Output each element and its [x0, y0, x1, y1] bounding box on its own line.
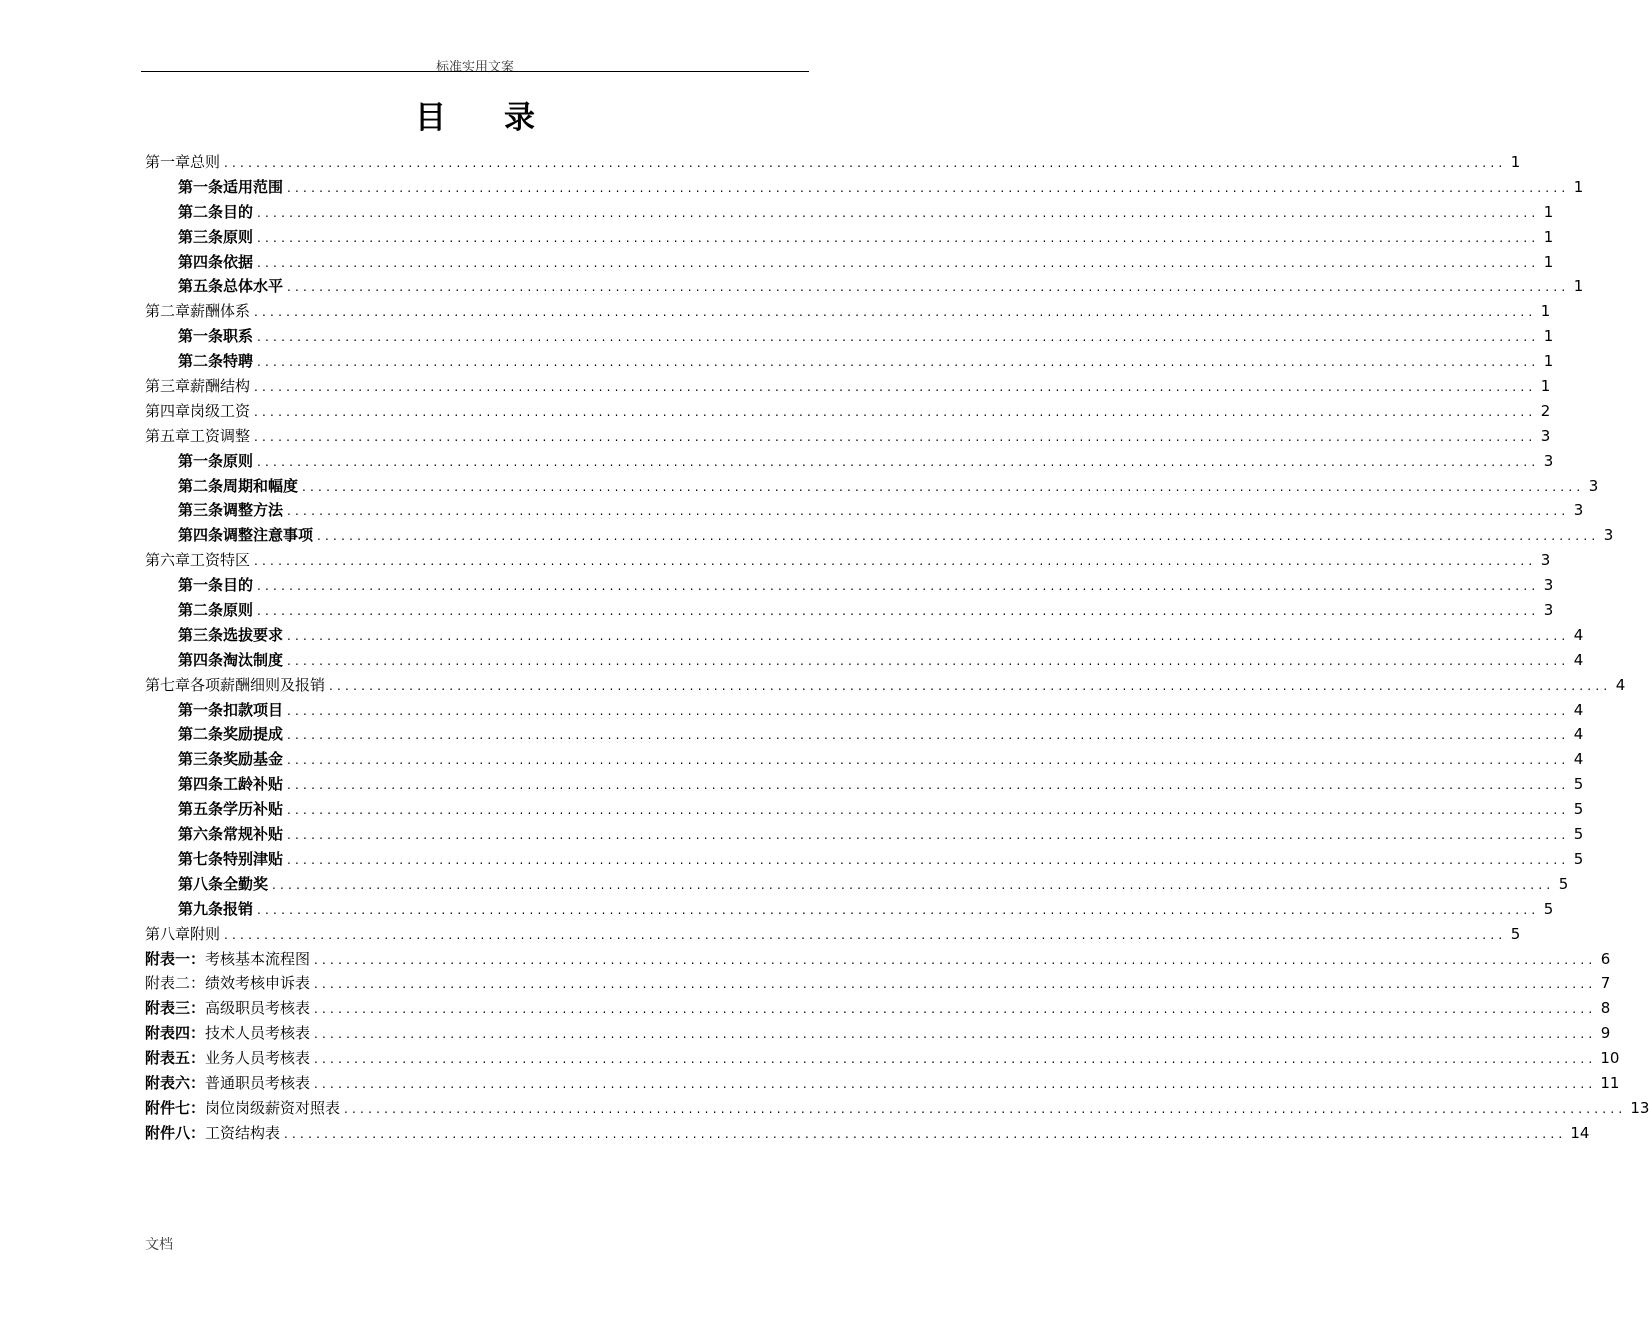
- toc-entry-number: 第二条: [178, 202, 224, 221]
- toc-entry-page: 2: [1540, 401, 1551, 420]
- toc-entry-label: 奖励基金: [223, 750, 284, 769]
- toc-entry[interactable]: [145, 175, 1584, 200]
- toc-entry-page: 3: [1540, 551, 1551, 570]
- toc-entry[interactable]: [145, 548, 1551, 573]
- toc-entry-label: 调整方法: [223, 501, 284, 520]
- toc-entry-label: 普通职员考核表: [205, 1073, 311, 1092]
- toc-entry-label: 业务人员考核表: [205, 1049, 311, 1068]
- toc-title-part2: 录: [504, 100, 535, 136]
- toc-entry-page: 4: [1573, 625, 1584, 644]
- toc-entry-number: 第四条: [178, 252, 224, 271]
- toc-entry[interactable]: [145, 971, 1611, 996]
- toc-leader-dots: ................................................................................................................................................................: [257, 604, 1540, 619]
- toc-entry-number: 第三章: [145, 377, 191, 396]
- toc-entry-label: 依据: [223, 252, 254, 271]
- toc-entry-number: 第四条: [178, 650, 224, 669]
- toc-entry-number: 第二条: [178, 476, 224, 495]
- toc-leader-dots: ................................................................................................................................................................: [224, 927, 1507, 942]
- toc-entry[interactable]: [145, 324, 1554, 349]
- toc-entry-page: 5: [1558, 874, 1569, 893]
- toc-entry[interactable]: [145, 474, 1599, 499]
- toc-leader-dots: ................................................................................................................................................................: [287, 778, 1570, 793]
- toc-entry-label: 绩效考核申诉表: [205, 974, 311, 993]
- toc-entry-number: 第二条: [178, 601, 224, 620]
- toc-title-part1: 目: [415, 100, 446, 136]
- toc-entry-label: 目的: [223, 576, 254, 595]
- toc-leader-dots: ................................................................................................................................................................: [287, 653, 1570, 668]
- toc-leader-dots: ................................................................................................................................................................: [257, 205, 1540, 220]
- toc-entry-page: 5: [1573, 800, 1584, 819]
- toc-entry-label: 工资结构表: [205, 1123, 281, 1142]
- toc-entry-number: 附表五：: [145, 1049, 206, 1068]
- toc-entry-page: 1: [1543, 202, 1554, 221]
- toc-leader-dots: ................................................................................................................................................................: [287, 280, 1570, 295]
- toc-entry-label: 原则: [223, 601, 254, 620]
- toc-entry-number: 第一条: [178, 327, 224, 346]
- toc-entry-label: 高级职员考核表: [205, 999, 311, 1018]
- toc-leader-dots: ................................................................................................................................................................: [257, 255, 1540, 270]
- toc-entry-label: 选拔要求: [223, 625, 284, 644]
- toc-entry-number: 第六条: [178, 825, 224, 844]
- toc-entry-label: 原则: [223, 451, 254, 470]
- toc-entry-page: 4: [1573, 725, 1584, 744]
- toc-entry[interactable]: [145, 598, 1554, 623]
- toc-entry[interactable]: [145, 772, 1584, 797]
- toc-leader-dots: ................................................................................................................................................................: [329, 678, 1612, 693]
- toc-entry-number: 第三条: [178, 501, 224, 520]
- toc-entry[interactable]: [145, 523, 1614, 548]
- toc-leader-dots: ................................................................................................................................................................: [287, 504, 1570, 519]
- toc-entry-number: 附表二：: [145, 974, 206, 993]
- toc-entry-label: 工资特区: [190, 551, 251, 570]
- toc-entry[interactable]: [145, 872, 1569, 897]
- toc-entry-number: 第一条: [178, 451, 224, 470]
- toc-entry-number: 第一条: [178, 700, 224, 719]
- toc-entry-number: 第一条: [178, 576, 224, 595]
- toc-entry-label: 特聘: [223, 352, 254, 371]
- toc-entry-number: 附表四：: [145, 1024, 206, 1043]
- toc-entry[interactable]: [145, 922, 1521, 947]
- toc-leader-dots: ................................................................................................................................................................: [254, 429, 1537, 444]
- toc-entry-page: 4: [1615, 675, 1626, 694]
- toc-entry-number: 第九条: [178, 899, 224, 918]
- toc-entry-number: 附表一：: [145, 949, 206, 968]
- toc-entry-page: 4: [1573, 700, 1584, 719]
- toc-entry[interactable]: [145, 747, 1584, 772]
- toc-entry-number: 附件七：: [145, 1098, 206, 1117]
- toc-entry[interactable]: [145, 1121, 1590, 1146]
- toc-entry-page: 5: [1543, 899, 1554, 918]
- toc-entry[interactable]: [145, 250, 1554, 275]
- toc-entry-page: 8: [1600, 999, 1611, 1018]
- toc-entry-page: 4: [1573, 750, 1584, 769]
- toc-leader-dots: ................................................................................................................................................................: [257, 902, 1540, 917]
- toc-entry-number: 第四条: [178, 775, 224, 794]
- toc-entry-page: 10: [1600, 1049, 1620, 1068]
- toc-leader-dots: ................................................................................................................................................................: [257, 355, 1540, 370]
- page-footer: 文档: [145, 1237, 173, 1253]
- toc-entry-page: 5: [1573, 825, 1584, 844]
- toc-entry-label: 薪酬体系: [190, 302, 251, 321]
- toc-entry-label: 特别津贴: [223, 849, 284, 868]
- toc-leader-dots: ................................................................................................................................................................: [254, 305, 1537, 320]
- toc-entry-label: 工龄补贴: [223, 775, 284, 794]
- toc-entry-number: 第二条: [178, 352, 224, 371]
- toc-entry[interactable]: [145, 573, 1554, 598]
- toc-entry-page: 1: [1543, 352, 1554, 371]
- toc-leader-dots: ................................................................................................................................................................: [314, 1052, 1597, 1067]
- toc-entry-number: 第二条: [178, 725, 224, 744]
- toc-entry-number: 附表六：: [145, 1073, 206, 1092]
- toc-leader-dots: ................................................................................................................................................................: [287, 852, 1570, 867]
- toc-entry-page: 11: [1600, 1073, 1620, 1092]
- toc-entry[interactable]: [145, 623, 1584, 648]
- toc-entry-label: 原则: [223, 227, 254, 246]
- toc-entry[interactable]: [145, 673, 1626, 698]
- toc-entry-page: 13: [1630, 1098, 1649, 1117]
- toc-entry[interactable]: [145, 449, 1554, 474]
- toc-entry-number: 第四章: [145, 401, 191, 420]
- toc-title: [0, 92, 950, 137]
- toc-entry-label: 岗位岗级薪资对照表: [205, 1098, 341, 1117]
- table-of-contents: [145, 150, 1649, 1146]
- toc-leader-dots: ................................................................................................................................................................: [287, 803, 1570, 818]
- toc-entry-page: 9: [1600, 1024, 1611, 1043]
- toc-entry[interactable]: [145, 1071, 1620, 1096]
- toc-leader-dots: ................................................................................................................................................................: [257, 454, 1540, 469]
- toc-leader-dots: ................................................................................................................................................................: [314, 1027, 1597, 1042]
- toc-entry-page: 1: [1573, 277, 1584, 296]
- toc-entry-page: 3: [1543, 601, 1554, 620]
- toc-entry-label: 技术人员考核表: [205, 1024, 311, 1043]
- toc-entry[interactable]: [145, 399, 1551, 424]
- toc-entry[interactable]: [145, 897, 1554, 922]
- toc-entry-page: 6: [1600, 949, 1611, 968]
- toc-leader-dots: ................................................................................................................................................................: [314, 1002, 1597, 1017]
- toc-entry-number: 第八条: [178, 874, 224, 893]
- toc-entry-number: 第四条: [178, 526, 224, 545]
- toc-entry[interactable]: [145, 996, 1611, 1021]
- toc-entry-label: 总体水平: [223, 277, 284, 296]
- toc-entry[interactable]: [145, 1096, 1649, 1121]
- toc-entry-label: 扣款项目: [223, 700, 284, 719]
- toc-entry-page: 4: [1573, 650, 1584, 669]
- toc-entry-number: 第三条: [178, 750, 224, 769]
- toc-entry-label: 岗级工资: [190, 401, 251, 420]
- toc-leader-dots: ................................................................................................................................................................: [287, 628, 1570, 643]
- toc-leader-dots: ................................................................................................................................................................: [287, 728, 1570, 743]
- toc-entry-page: 3: [1573, 501, 1584, 520]
- toc-entry-page: 1: [1573, 177, 1584, 196]
- toc-leader-dots: ................................................................................................................................................................: [224, 156, 1507, 170]
- toc-entry-label: 考核基本流程图: [205, 949, 311, 968]
- toc-entry-number: 第六章: [145, 551, 191, 570]
- toc-entry[interactable]: [145, 498, 1584, 523]
- toc-entry-label: 奖励提成: [223, 725, 284, 744]
- toc-entry-number: 第一条: [178, 177, 224, 196]
- toc-entry-page: 1: [1543, 227, 1554, 246]
- toc-entry-page: 3: [1543, 451, 1554, 470]
- toc-entry-page: 1: [1543, 327, 1554, 346]
- toc-entry-number: 第五条: [178, 277, 224, 296]
- toc-entry-number: 第七条: [178, 849, 224, 868]
- toc-entry-page: 3: [1603, 526, 1614, 545]
- toc-entry-page: 14: [1570, 1123, 1590, 1142]
- toc-leader-dots: ................................................................................................................................................................: [272, 877, 1555, 892]
- toc-entry-label: 常规补贴: [223, 825, 284, 844]
- toc-entry-number: 第三条: [178, 625, 224, 644]
- toc-leader-dots: ................................................................................................................................................................: [287, 703, 1570, 718]
- toc-entry-label: 全勤奖: [223, 874, 269, 893]
- toc-leader-dots: ................................................................................................................................................................: [302, 479, 1585, 494]
- toc-leader-dots: ................................................................................................................................................................: [257, 230, 1540, 245]
- toc-entry-page: 5: [1573, 849, 1584, 868]
- toc-entry[interactable]: [145, 847, 1584, 872]
- toc-entry-page: 1: [1543, 252, 1554, 271]
- toc-leader-dots: ................................................................................................................................................................: [314, 977, 1597, 992]
- toc-entry-label: 调整注意事项: [223, 526, 314, 545]
- toc-entry[interactable]: [145, 424, 1551, 449]
- toc-entry-page: 1: [1540, 377, 1551, 396]
- toc-leader-dots: ................................................................................................................................................................: [254, 554, 1537, 569]
- toc-entry-label: 工资调整: [190, 426, 251, 445]
- toc-entry-label: 周期和幅度: [223, 476, 299, 495]
- toc-entry-page: 7: [1600, 974, 1611, 993]
- toc-entry[interactable]: [145, 1021, 1611, 1046]
- toc-entry[interactable]: [145, 374, 1551, 399]
- toc-entry-label: 报销: [223, 899, 254, 918]
- toc-entry-label: 适用范围: [223, 177, 284, 196]
- toc-entry-page: 5: [1510, 924, 1521, 943]
- header-rule: [141, 71, 809, 72]
- toc-leader-dots: ................................................................................................................................................................: [344, 1101, 1627, 1116]
- toc-entry[interactable]: [145, 698, 1584, 723]
- toc-leader-dots: ................................................................................................................................................................: [314, 1076, 1597, 1091]
- toc-entry-page: 1: [1540, 302, 1551, 321]
- toc-entry-number: 第八章: [145, 924, 191, 943]
- toc-leader-dots: ................................................................................................................................................................: [254, 404, 1537, 419]
- toc-entry-label: 各项薪酬细则及报销: [190, 675, 326, 694]
- page-header: 标准实用文案: [435, 60, 514, 75]
- toc-entry[interactable]: [145, 200, 1554, 225]
- toc-entry[interactable]: [145, 299, 1551, 324]
- toc-entry-label: 目的: [223, 202, 254, 221]
- toc-leader-dots: ................................................................................................................................................................: [284, 1126, 1567, 1141]
- toc-entry[interactable]: [145, 722, 1584, 747]
- toc-entry-label: 薪酬结构: [190, 377, 251, 396]
- toc-entry-number: 第二章: [145, 302, 191, 321]
- toc-entry-number: 附件八：: [145, 1123, 206, 1142]
- toc-entry[interactable]: [145, 274, 1584, 299]
- toc-entry-label: 总则: [190, 153, 221, 171]
- toc-leader-dots: ................................................................................................................................................................: [314, 952, 1597, 967]
- toc-leader-dots: ................................................................................................................................................................: [287, 828, 1570, 843]
- toc-leader-dots: ................................................................................................................................................................: [254, 380, 1537, 395]
- toc-entry[interactable]: [145, 349, 1554, 374]
- toc-entry-page: 3: [1540, 426, 1551, 445]
- toc-entry[interactable]: [145, 947, 1611, 972]
- toc-leader-dots: ................................................................................................................................................................: [257, 579, 1540, 594]
- toc-entry-number: 附表三：: [145, 999, 206, 1018]
- toc-entry-number: 第七章: [145, 675, 191, 694]
- toc-entry-page: 1: [1510, 153, 1521, 171]
- toc-leader-dots: ................................................................................................................................................................: [287, 753, 1570, 768]
- toc-entry[interactable]: [145, 797, 1584, 822]
- toc-entry[interactable]: [145, 648, 1584, 673]
- toc-entry-page: 3: [1543, 576, 1554, 595]
- toc-entry[interactable]: [145, 1046, 1620, 1071]
- toc-entry-number: 第五条: [178, 800, 224, 819]
- toc-entry-label: 职系: [223, 327, 254, 346]
- toc-entry-label: 附则: [190, 924, 221, 943]
- toc-entry[interactable]: [145, 225, 1554, 250]
- toc-entry-label: 学历补贴: [223, 800, 284, 819]
- toc-entry[interactable]: [145, 150, 1521, 175]
- toc-entry-number: 第五章: [145, 426, 191, 445]
- toc-leader-dots: ................................................................................................................................................................: [317, 529, 1600, 544]
- toc-entry[interactable]: [145, 822, 1584, 847]
- toc-leader-dots: ................................................................................................................................................................: [257, 330, 1540, 345]
- toc-entry-page: 3: [1588, 476, 1599, 495]
- toc-entry-page: 5: [1573, 775, 1584, 794]
- toc-leader-dots: ................................................................................................................................................................: [287, 180, 1570, 195]
- toc-entry-label: 淘汰制度: [223, 650, 284, 669]
- toc-entry-number: 第一章: [145, 153, 191, 171]
- toc-entry-number: 第三条: [178, 227, 224, 246]
